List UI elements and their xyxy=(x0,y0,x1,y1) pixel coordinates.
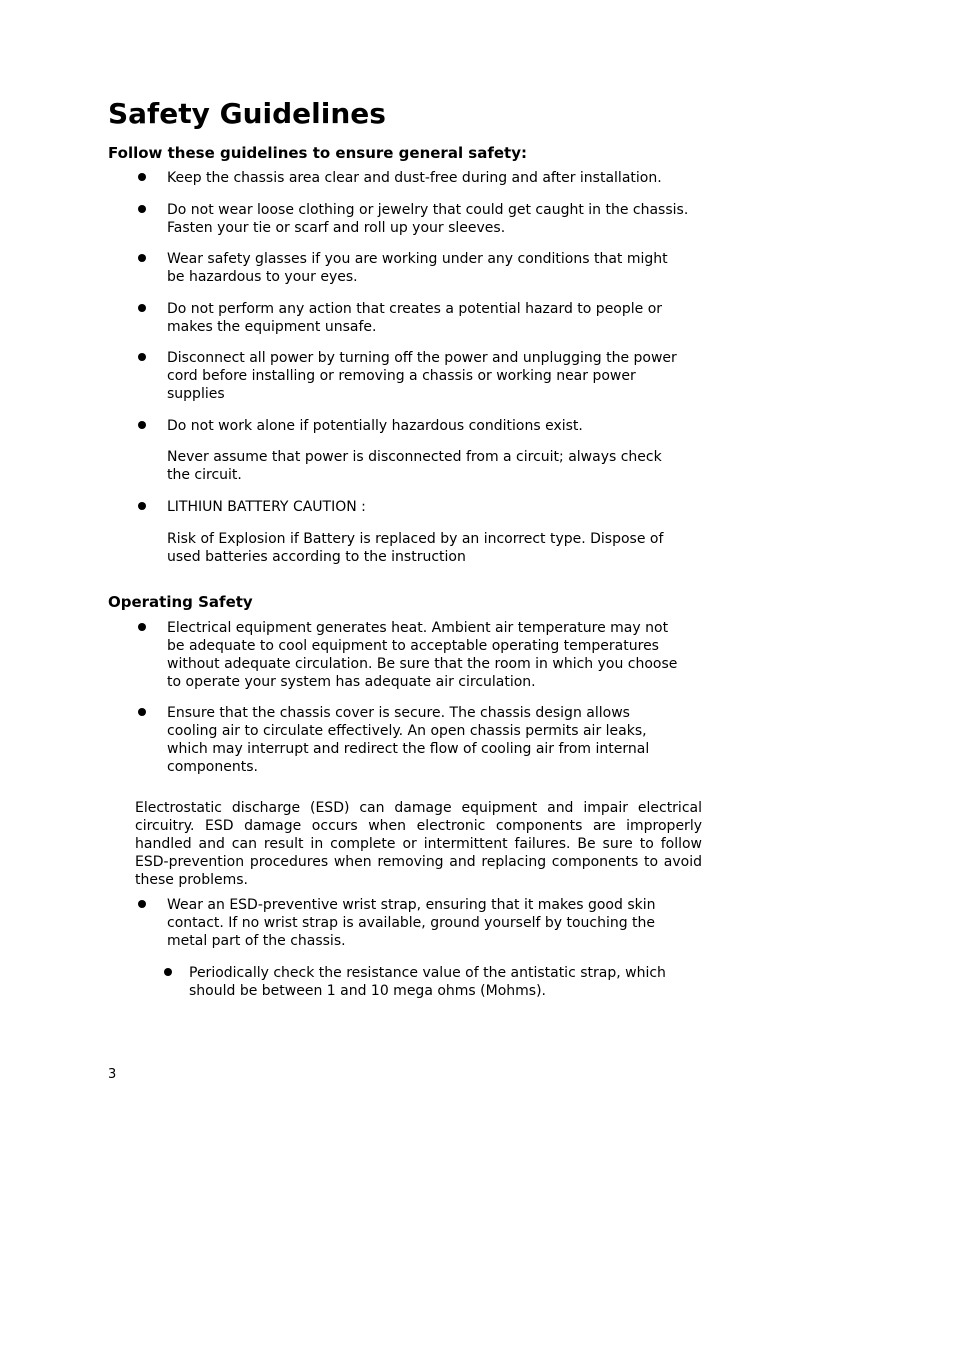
bullet-icon xyxy=(138,173,146,181)
bullet-icon xyxy=(138,205,146,213)
page-number: 3 xyxy=(108,1067,117,1082)
bullet-icon xyxy=(138,421,146,429)
bullet-icon xyxy=(138,254,146,262)
bullet-icon xyxy=(138,708,146,716)
bullet-icon xyxy=(138,623,146,631)
power-note: Never assume that power is disconnected from a circuit; always check the circuit. xyxy=(167,449,662,483)
bullet-icon xyxy=(164,968,172,976)
bullet-icon xyxy=(138,353,146,361)
esd-paragraph: Electrostatic discharge (ESD) can damage equipment and impair electrical circuitry. ESD damage occurs when electronic components are improperly handled and can result in complete or intermittent failures. Be sure to follow ESD-prevention procedures when removing and replacing components to avoid these problems. xyxy=(135,800,702,888)
operating-safety-heading: Operating Safety xyxy=(108,593,253,611)
bullet-icon xyxy=(138,502,146,510)
general-safety-heading: Follow these guidelines to ensure general safety: xyxy=(108,144,528,162)
battery-note: Risk of Explosion if Battery is replaced by an incorrect type. Dispose of used batteries according to the instruction xyxy=(167,531,664,565)
bullet-icon xyxy=(138,900,146,908)
page-title: Safety Guidelines xyxy=(108,97,386,130)
bullet-icon xyxy=(138,304,146,312)
